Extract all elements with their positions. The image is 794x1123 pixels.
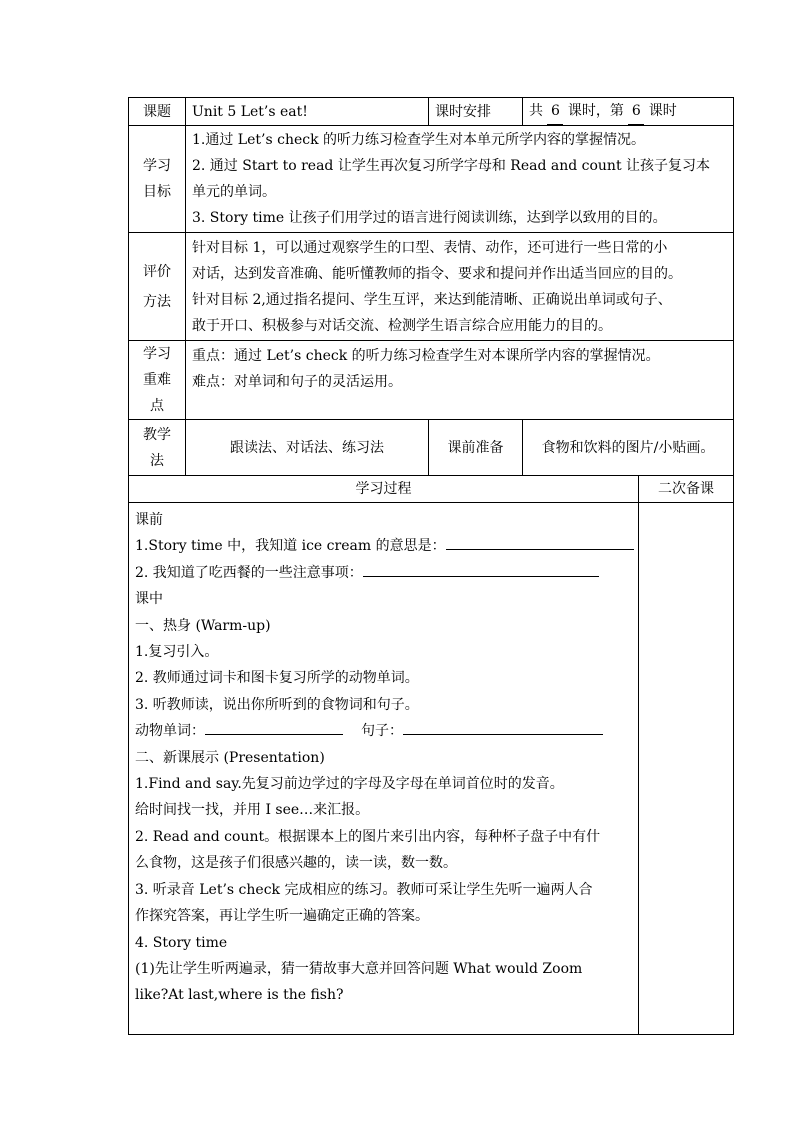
evaluation-line: 敢于开口、积极参与对话交流、检测学生语言综合应用能力的目的。 xyxy=(192,317,612,334)
answer-blank[interactable] xyxy=(205,720,343,735)
goals-content xyxy=(186,126,734,233)
topic-row xyxy=(129,98,734,126)
process-line: 课前 xyxy=(135,512,163,528)
process-line: 1.Find and say.先复习前边学过的字母及字母在单词首位时的发音。 xyxy=(135,776,564,793)
goal-line: 单元的单词。 xyxy=(192,184,276,200)
process-table xyxy=(128,475,734,1035)
method-label: 教学法 xyxy=(129,420,186,476)
method-value: 跟读法、对话法、练习法 xyxy=(186,420,429,476)
method-row xyxy=(129,420,734,476)
answer-blank[interactable] xyxy=(363,562,599,577)
process-line: 3. 听教师读，说出你所听到的食物词和句子。 xyxy=(135,696,419,713)
topic-label: 课题 xyxy=(129,98,186,126)
key-point-line: 难点：对单词和句子的灵活运用。 xyxy=(192,374,402,390)
process-line: 课中 xyxy=(135,591,163,608)
process-line: 1.复习引入。 xyxy=(135,644,219,661)
process-line: 给时间找一找，并用 I see…来汇报。 xyxy=(135,802,370,819)
process-line: 2. Read and count。根据课本上的图片来引出内容，每种杯子盘子中有什 xyxy=(135,828,601,845)
process-line: 动物单词： 句子： xyxy=(135,718,632,744)
answer-blank[interactable] xyxy=(403,720,603,735)
process-line: 2. 我知道了吃西餐的一些注意事项： xyxy=(135,560,632,586)
process-line: 二、新课展示 (Presentation) xyxy=(135,749,325,766)
goal-line: 1.通过 Let’s check 的听力练习检查学生对本单元所学内容的掌握情况。 xyxy=(192,132,646,148)
goals-label: 学习目标 xyxy=(129,126,186,233)
evaluation-line: 针对目标 2,通过指名提问、学生互评，来达到能清晰、正确说出单词或句子、 xyxy=(192,291,672,308)
process-line: 2. 教师通过词卡和图卡复习所学的动物单词。 xyxy=(135,670,419,687)
process-line: 一、热身 (Warm-up) xyxy=(135,617,271,634)
key-points-row xyxy=(129,341,734,420)
second-prep-column xyxy=(639,503,734,1035)
schedule-total: 6 xyxy=(547,98,563,125)
evaluation-content xyxy=(186,233,734,341)
goal-line: 3. Story time 让孩子们用学过的语言进行阅读训练，达到学以致用的目的。 xyxy=(192,210,667,226)
goal-line: 2. 通过 Start to read 让学生再次复习所学字母和 Read and count 让孩子复习本 xyxy=(192,158,711,174)
process-header: 学习过程 xyxy=(129,476,639,503)
process-line: 4. Story time xyxy=(135,934,228,951)
process-line: 么食物，这是孩子们很感兴趣的，读一读，数一数。 xyxy=(135,855,457,872)
evaluation-line: 针对目标 1，可以通过观察学生的口型、表情、动作，还可进行一些日常的小 xyxy=(192,239,668,256)
evaluation-row xyxy=(129,233,734,341)
lesson-info-table xyxy=(128,97,734,476)
evaluation-label: 评价方法 xyxy=(129,233,186,341)
key-points-content xyxy=(186,341,734,420)
goals-row xyxy=(129,126,734,233)
schedule-value: 共 6 课时，第 6 课时 xyxy=(523,98,734,126)
evaluation-line: 对话，达到发音准确、能听懂教师的指令、要求和提问并作出适当回应的目的。 xyxy=(192,265,682,282)
answer-blank[interactable] xyxy=(446,535,634,550)
key-point-line: 重点：通过 Let’s check 的听力练习检查学生对本课所学内容的掌握情况。 xyxy=(192,348,660,364)
process-line: (1)先让学生听两遍录，猜一猜故事大意并回答问题 What would Zoom xyxy=(135,960,583,977)
schedule-current: 6 xyxy=(628,98,644,125)
process-line: like?At last,where is the fish? xyxy=(135,987,344,1004)
prep-value: 食物和饮料的图片/小贴画。 xyxy=(523,420,734,476)
topic-value: Unit 5 Let’s eat! xyxy=(186,98,429,126)
process-header-row xyxy=(129,476,734,503)
key-points-label: 学习重难点 xyxy=(129,341,186,420)
process-line: 3. 听录音 Let’s check 完成相应的练习。教师可采让学生先听一遍两人合 xyxy=(135,881,593,898)
schedule-label: 课时安排 xyxy=(429,98,523,126)
process-content xyxy=(129,503,639,1035)
process-line: 作探究答案，再让学生听一遍确定正确的答案。 xyxy=(135,908,429,925)
second-prep-header: 二次备课 xyxy=(639,476,734,503)
prep-label: 课前准备 xyxy=(429,420,523,476)
process-body-row xyxy=(129,503,734,1035)
process-line: 1.Story time 中，我知道 ice cream 的意思是： xyxy=(135,533,632,559)
